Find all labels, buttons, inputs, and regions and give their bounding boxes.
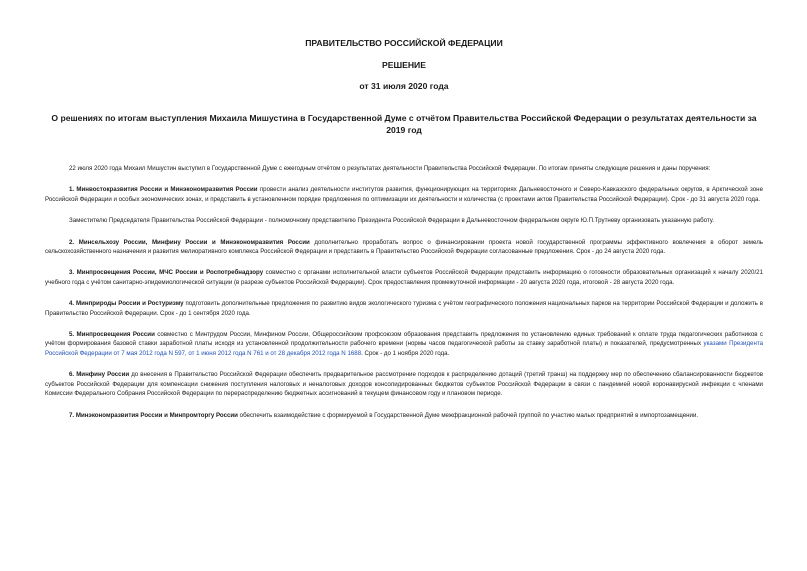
item-6-lead: 6. Минфину России xyxy=(69,371,130,379)
item-1-lead: 1. Минвостокразвития России и Минэкономразвития России xyxy=(69,186,258,194)
item-6-text: до внесения в Правительство Российской Федерации обеспечить предварительное рассмотрение подходов к распределению дотаций (третий транш) на поддержку мер по обеспечению сбалансированности бюджетов субъектов Российской Федерации для компенсации снижения поступления налоговых и неналоговых доходов консолидированных бюджетов субъектов Российской Федерации в связи с пандемией новой коронавирусной инфекции с членами Комиссии Федерального Собрания Российской Федерации по перераспределению бюджетных ассигнований в текущем финансовом году и плановом периоде. xyxy=(45,371,763,398)
item-4 xyxy=(45,299,763,318)
item-6 xyxy=(45,370,763,398)
item-5-tail: . Срок - до 1 ноября 2020 года. xyxy=(361,349,450,357)
item-4-text: подготовить дополнительные предложения по развитию видов экологического туризма с учётом географического положения национальных парков на территории Российской Федерации и доложить в Правительство Российской Федерации. Срок - до 1 сентября 2020 года. xyxy=(45,300,764,317)
item-7-text: обеспечить взаимодействие с формируемой в Государственной Думе межфракционной рабочей группой по участию малых предприятий в импортозамещении. xyxy=(237,411,699,419)
item-7 xyxy=(45,411,763,420)
document-title: О решениях по итогам выступления Михаила Мишустина в Государственной Думе с отчётом Правительства Российской Федерации о результатах деятельности за 2019 год xyxy=(51,113,757,135)
item-1-text: провести анализ деятельности институтов развития, функционирующих на территориях Дальневосточного и Северо-Кавказского федеральных округов, в Арктической зоне Российской Федерации и особых экономических зонах, и представить в установленном порядке предложения по оптимизации их деятельности и количества (с проектами актов Правительства Российской Федерации). Срок - до 31 августа 2020 года. xyxy=(45,186,763,203)
item-1 xyxy=(45,185,763,204)
item-5-lead: 5. Минпросвещения России xyxy=(69,331,155,339)
item-2 xyxy=(45,238,763,257)
item-3 xyxy=(45,268,763,287)
item-3-text: совместно с органами исполнительной власти субъектов Российской Федерации представить информацию о готовности образовательных организаций к началу 2020/21 учебного года с учётом санитарно-эпидемиологической ситуации (в разрезе субъектов Российской Федерации). Срок предоставления промежуточной информации - 20 августа 2020 года, итоговой - 28 августа 2020 года. xyxy=(45,269,764,286)
item-1-note xyxy=(45,216,763,225)
document-date: от 31 июля 2020 года xyxy=(359,81,449,91)
item-5 xyxy=(45,330,763,358)
item-7-lead: 7. Минэкономразвития России и Минпромторгу России xyxy=(69,411,238,419)
item-2-lead: 2. Минсельхозу России, Минфину России и Минэкономразвития России xyxy=(69,238,310,246)
decrees-link[interactable]: указами Президента Российской Федерации от 7 мая 2012 года N 597, от 1 июня 2012 года N 761 и от 28 декабря 2012 года N 1688 xyxy=(45,340,764,357)
item-1-note-text: Заместителю Председателя Правительства Российской Федерации - полномочному представителю Президента Российской Федерации в Дальневосточном федеральном округе Ю.П.Трутневу организовать указанную работу. xyxy=(69,217,714,225)
document-body xyxy=(45,164,763,420)
item-2-text: дополнительно проработать вопрос о финансировании проекта новой государственной программы эффективного вовлечения в оборот земель сельскохозяйственного назначения и развития мелиоративного комплекса Российской Федерации и представить в Правительство Российской Федерации согласованные предложения. Срок - до 24 августа 2020 года. xyxy=(45,238,763,256)
item-5-text: совместно с Минтрудом России, Минфином России, Общероссийским профсоюзом образования представить предложения по установлению единых требований к оплате труда педагогических работников с учётом формирования базовой ставки заработной платы исходя из установленной продолжительности рабочего времени (нормы часов педагогической работы за ставку заработной платы) и показателей, предусмотренных xyxy=(45,331,763,348)
intro-paragraph: 22 июля 2020 года Михаил Мишустин выступил в Государственной Думе с ежегодным отчётом о результатах деятельности Правительства Российской Федерации. По итогам приняты следующие решения и даны поручения: xyxy=(69,165,711,172)
government-heading: ПРАВИТЕЛЬСТВО РОССИЙСКОЙ ФЕДЕРАЦИИ xyxy=(305,38,503,48)
document-type: РЕШЕНИЕ xyxy=(382,60,426,70)
item-3-lead: 3. Минпросвещения России, МЧС России и Роспотребнадзору xyxy=(69,269,264,277)
item-4-lead: 4. Минприроды России и Ростуризму xyxy=(69,300,184,308)
